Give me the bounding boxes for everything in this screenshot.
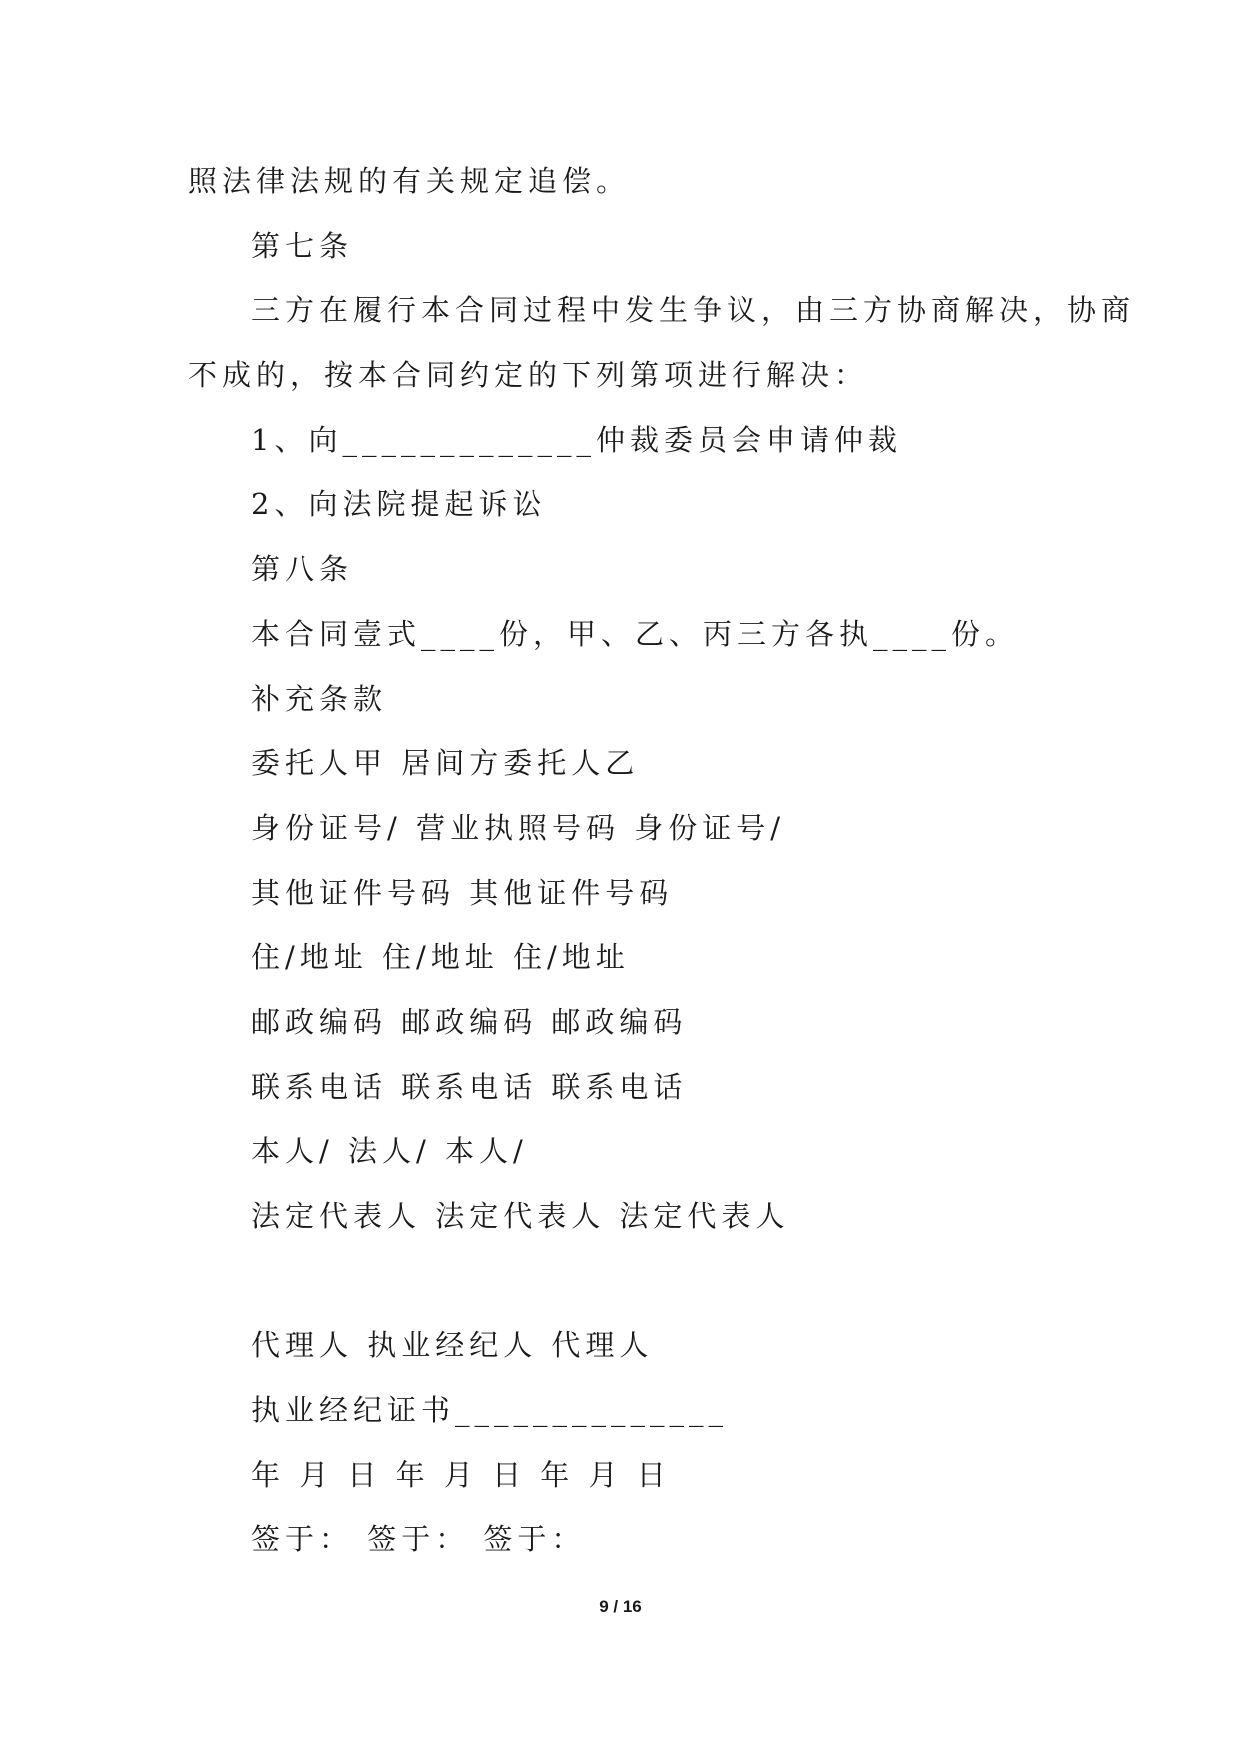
article-heading-8: 第八条 <box>251 552 354 586</box>
signature-field-line: 本人/ 法人/ 本人/ <box>251 1134 528 1168</box>
page-number: 9 / 16 <box>599 1597 642 1616</box>
signature-field-line: 执业经纪证书______________ <box>251 1393 729 1427</box>
signed-at-line: 签于： 签于： 签于： <box>251 1522 586 1556</box>
signature-field-line: 联系电话 联系电话 联系电话 <box>251 1070 688 1104</box>
paragraph-line: 本合同壹式____份，甲、乙、丙三方各执____份。 <box>251 617 1020 651</box>
signature-field-line: 代理人 执业经纪人 代理人 <box>251 1328 654 1362</box>
date-field-line: 年 月 日 年 月 日 年 月 日 <box>251 1458 671 1492</box>
signature-field-line: 其他证件号码 其他证件号码 <box>251 876 674 910</box>
paragraph-line: 不成的，按本合同约定的下列第项进行解决： <box>188 358 869 392</box>
signature-field-line: 委托人甲 居间方委托人乙 <box>251 746 640 780</box>
list-item-arbitration: 1、向_____________仲裁委员会申请仲裁 <box>251 423 902 457</box>
signature-field-line: 住/地址 住/地址 住/地址 <box>251 940 630 974</box>
list-item-litigation: 2、向法院提起诉讼 <box>251 487 547 521</box>
article-heading-7: 第七条 <box>251 229 354 263</box>
signature-field-line: 法定代表人 法定代表人 法定代表人 <box>251 1199 790 1233</box>
paragraph-line: 照法律法规的有关规定追偿。 <box>188 164 631 198</box>
signature-field-line: 身份证号/ 营业执照号码 身份证号/ <box>251 811 785 845</box>
paragraph-line: 三方在履行本合同过程中发生争议，由三方协商解决，协商 <box>251 293 1136 327</box>
signature-field-line: 邮政编码 邮政编码 邮政编码 <box>251 1005 688 1039</box>
section-heading-supplementary: 补充条款 <box>251 682 388 716</box>
